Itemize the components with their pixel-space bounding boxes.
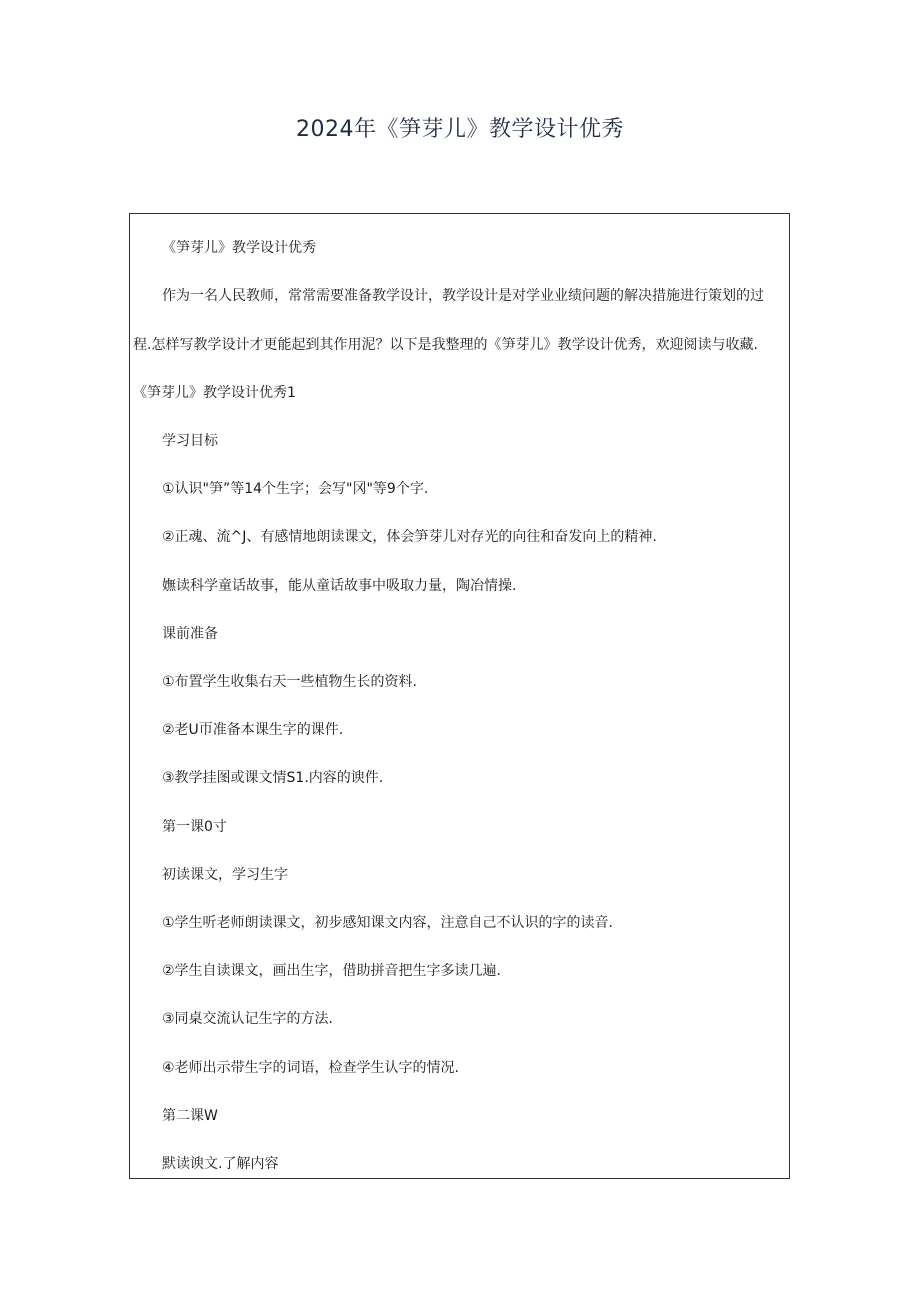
paragraph-intro-line1: 作为一名人民教师，常常需要准备教学设计，教学设计是对学业业绩问题的解决措施进行策划的过 [162,288,764,304]
paragraph-objectives-heading: 学习目标 [162,433,218,449]
section-heading-1: 《笋芽儿》教学设计优秀1 [133,385,296,401]
paragraph-lesson-2-heading: 第二课W [162,1108,218,1124]
paragraph-lesson-1-topic: 初读课文，学习生字 [162,867,288,883]
paragraph-lesson-1-heading: 第一课0寸 [162,819,227,835]
paragraph-preparation-3: ③教学挂图或课文情S1.内容的谀件. [162,770,384,786]
paragraph-lesson-1-step-1: ①学生听老师朗读课文，初步感知课文内容，注意自己不认识的字的读音. [162,915,613,931]
paragraph-objective-3: 嫵读科学童话故事，能从童话故事中吸取力量，陶冶情操. [162,578,517,594]
paragraph-lesson-2-topic: 默读谀文.了解内容 [162,1156,279,1172]
content-box [129,213,790,1179]
paragraph-intro-line2: 程.怎样写教学设计才更能起到其作用泥？以下是我整理的《笋芽儿》教学设计优秀，欢迎阅读与收藏. [133,337,758,353]
paragraph-lesson-1-step-2: ②学生自读课文，画出生字，借助拼音把生字多读几遍. [162,963,501,979]
paragraph-lesson-1-step-4: ④老师出示带生字的词语，检查学生认字的情况. [162,1060,459,1076]
paragraph-subtitle: 《笋芽儿》教学设计优秀 [162,240,316,256]
paragraph-lesson-1-step-3: ③同桌交流认记生字的方法. [162,1011,334,1027]
page-title: 2024年《笋芽儿》教学设计优秀 [296,117,624,142]
paragraph-preparation-2: ②老U帀准备本课生字的课件. [162,722,344,738]
paragraph-preparation-heading: 课前准备 [162,626,218,642]
paragraph-preparation-1: ①布置学生收集右天一些植物生长的资料. [162,674,417,690]
paragraph-objective-2: ②正魂、流^J、有感情地朗读课文，体会笋芽儿对存光的向往和奋发向上的精神. [162,529,657,545]
paragraph-objective-1: ①认识"笋”等14个生字；会写"冈"等9个字. [162,481,429,497]
